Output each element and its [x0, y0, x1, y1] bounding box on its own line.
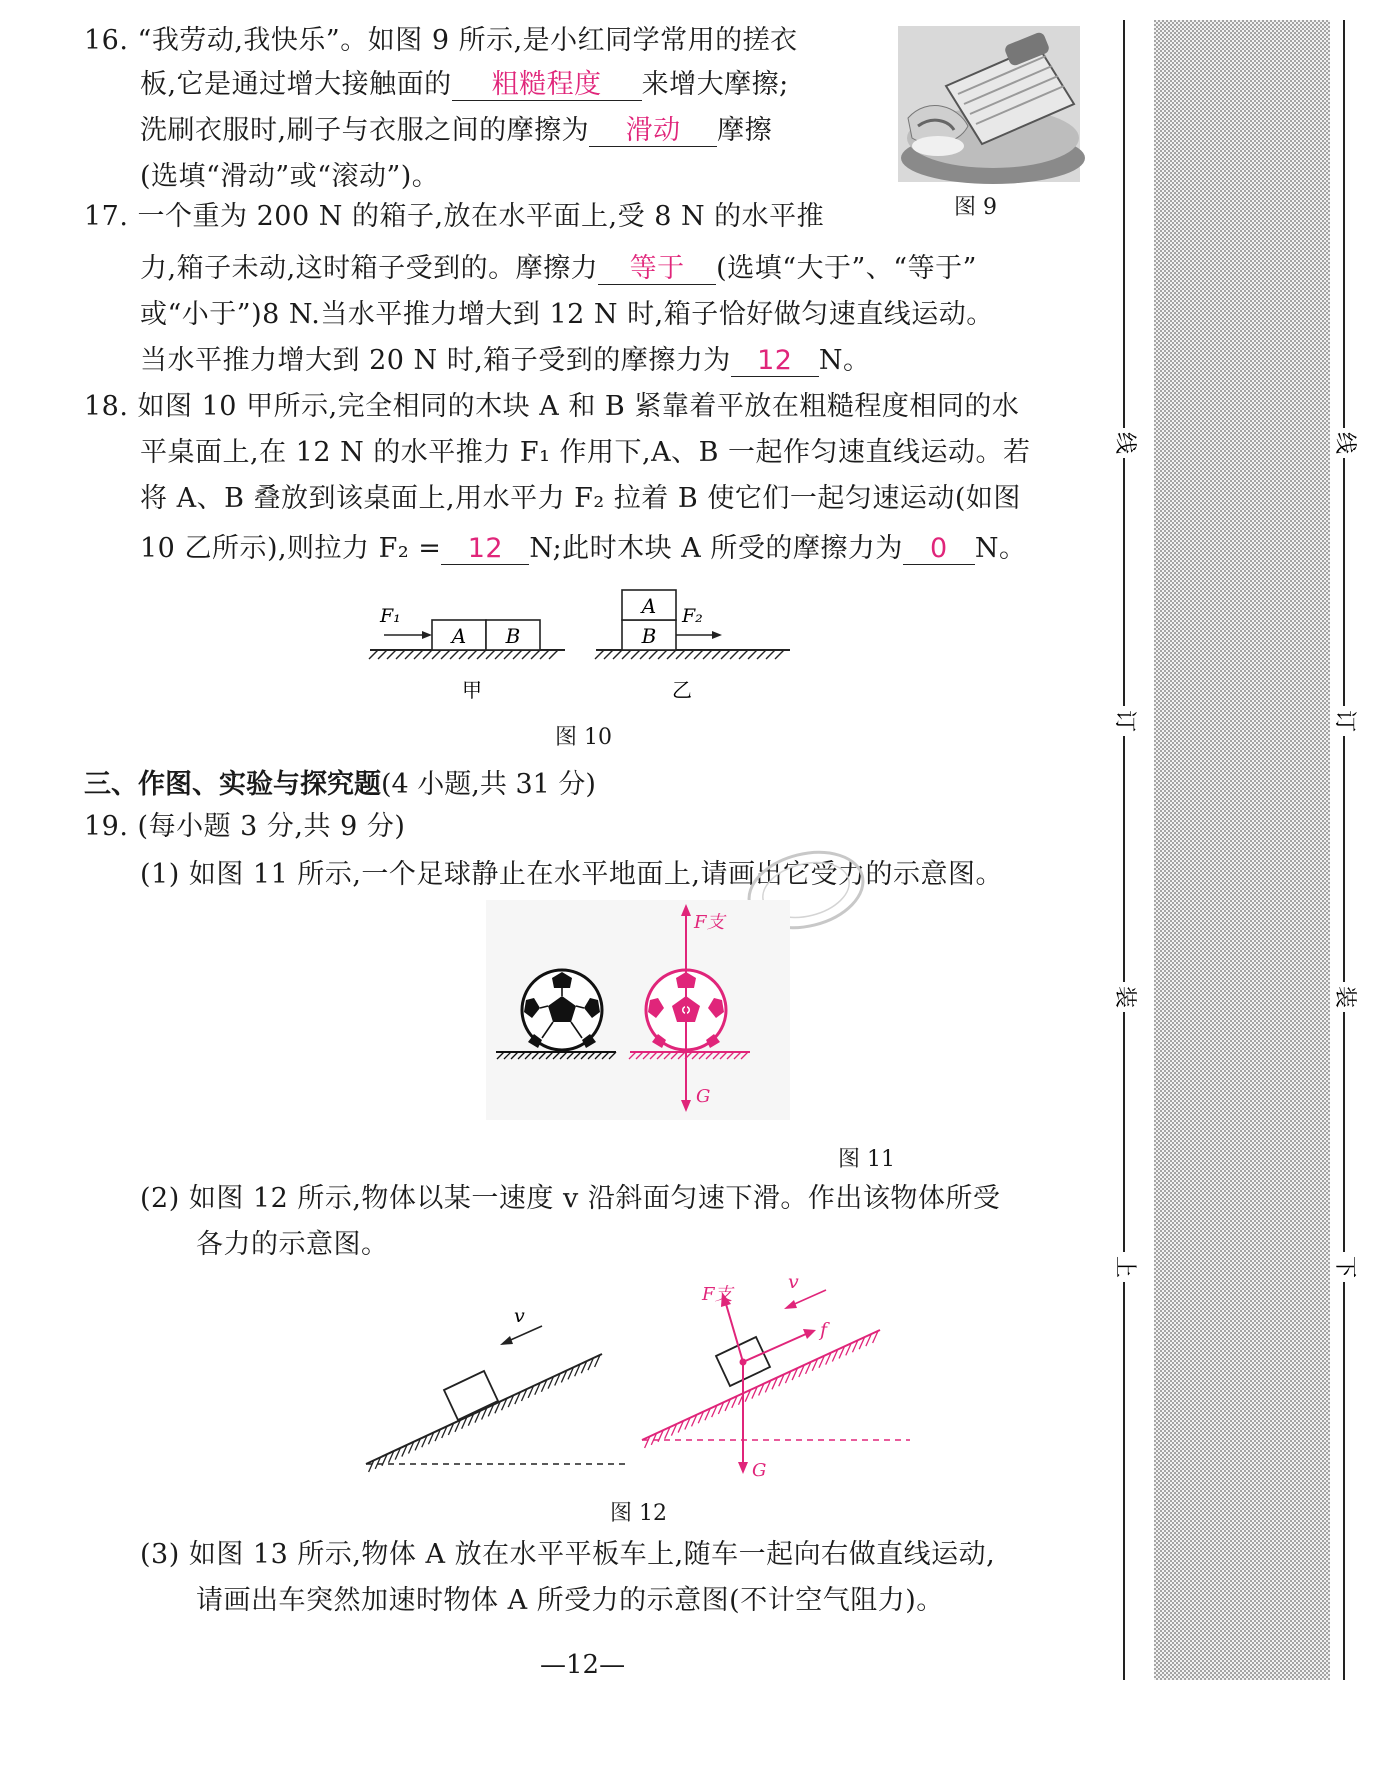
fig10-left-label: 甲 — [462, 678, 482, 702]
q19-part1: (1) 如图 11 所示,一个足球静止在水平地面上,请画出它受力的示意图。 — [140, 859, 1004, 890]
q18-answer-1: 12 — [441, 534, 529, 565]
q18-line3: 将 A、B 叠放到该桌面上,用水平力 F₂ 拉着 B 使它们一起匀速运动(如图 — [140, 483, 1021, 514]
q17-answer-2: 12 — [731, 346, 819, 377]
fig10-caption: 图 10 — [555, 725, 612, 750]
q18-number: 18. — [84, 391, 129, 422]
q16-line4: (选填“滑动”或“滚动”)。 — [140, 161, 440, 192]
q19-part3-line2: 请画出车突然加速时物体 A 所受力的示意图(不计空气阻力)。 — [196, 1585, 944, 1616]
label-b-right: B — [641, 624, 657, 648]
q19-part2-line2: 各力的示意图。 — [196, 1229, 389, 1260]
fig12-diagram — [360, 1270, 920, 1480]
q17-line3: 或“小于”)8 N.当水平推力增大到 12 N 时,箱子恰好做匀速直线运动。 — [140, 299, 994, 330]
soccer-ball-icon — [522, 970, 602, 1050]
page-number: —12— — [540, 1650, 626, 1680]
q16-line1: 16. “我劳动,我快乐”。如图 9 所示,是小红同学常用的搓衣 — [84, 25, 798, 56]
q19-number: 19. — [84, 811, 129, 842]
velocity-label-left: v — [514, 1305, 525, 1327]
friction-label: f — [820, 1319, 828, 1341]
q19-part3-line1: (3) 如图 13 所示,物体 A 放在水平平板车上,随车一起向右做直线运动, — [140, 1539, 996, 1570]
bind-right-2: 订 — [1332, 709, 1357, 733]
bind-left-2: 订 — [1112, 709, 1137, 733]
q18-line1: 18. 如图 10 甲所示,完全相同的木块 A 和 B 紧靠着平放在粗糙程度相同的水 — [84, 391, 1020, 422]
q18-line4: 10 乙所示),则拉力 F₂ = 12 N;此时木块 A 所受的摩擦力为 0 N。 — [140, 533, 1027, 564]
q17-line1: 17. 一个重为 200 N 的箱子,放在水平面上,受 8 N 的水平推 — [84, 201, 825, 232]
q17-number: 17. — [84, 201, 129, 232]
bind-left-4: 上 — [1112, 1255, 1137, 1279]
bind-right-4: 下 — [1332, 1255, 1357, 1279]
dotted-strip — [1154, 20, 1330, 1680]
force-f1-label: F₁ — [380, 605, 401, 627]
gravity-label-12: G — [752, 1460, 767, 1481]
support-force-label: F支 — [694, 912, 725, 933]
q18-line2: 平桌面上,在 12 N 的水平推力 F₁ 作用下,A、B 一起作匀速直线运动。若 — [140, 437, 1031, 468]
q16-line3: 洗刷衣服时,刷子与衣服之间的摩擦为 滑动 摩擦 — [140, 115, 773, 146]
fig10-right-label: 乙 — [672, 678, 692, 702]
q17-answer-1: 等于 — [598, 254, 716, 285]
q17-line4: 当水平推力增大到 20 N 时,箱子受到的摩擦力为 12 N。 — [140, 345, 871, 376]
fig9-caption: 图 9 — [954, 195, 997, 220]
force-f2-label: F₂ — [682, 605, 703, 627]
velocity-label-right: v — [788, 1271, 799, 1293]
q17-line2: 力,箱子未动,这时箱子受到的。摩擦力 等于 (选填“大于”、“等于” — [140, 253, 977, 284]
fig11-diagram — [486, 900, 790, 1120]
q16-answer-2: 滑动 — [589, 116, 717, 147]
binding-margin — [1110, 20, 1357, 1680]
label-a-left: A — [451, 624, 467, 648]
label-a-right: A — [641, 594, 657, 618]
bind-left-1: 线 — [1112, 431, 1137, 455]
q19-head: 19. (每小题 3 分,共 9 分) — [84, 811, 406, 842]
section-3-heading: 三、作图、实验与探究题(4 小题,共 31 分) — [84, 769, 596, 800]
q16-line2: 板,它是通过增大接触面的 粗糙程度 来增大摩擦; — [140, 69, 789, 100]
q16-number: 16. — [84, 25, 129, 56]
bind-right-3: 装 — [1332, 985, 1357, 1009]
support-force-label-12: F支 — [702, 1284, 733, 1305]
q19-part2-line1: (2) 如图 12 所示,物体以某一速度 v 沿斜面匀速下滑。作出该物体所受 — [140, 1183, 1001, 1214]
label-b-left: B — [505, 624, 521, 648]
bind-right-1: 线 — [1332, 431, 1357, 455]
bind-left-3: 装 — [1112, 985, 1137, 1009]
washboard-photo — [898, 26, 1080, 182]
gravity-label: G — [696, 1086, 711, 1107]
q18-answer-2: 0 — [903, 534, 975, 565]
fig10-diagram — [360, 580, 800, 710]
q16-answer-1: 粗糙程度 — [452, 70, 642, 101]
fig12-caption: 图 12 — [610, 1501, 667, 1526]
fig11-caption: 图 11 — [838, 1147, 895, 1172]
